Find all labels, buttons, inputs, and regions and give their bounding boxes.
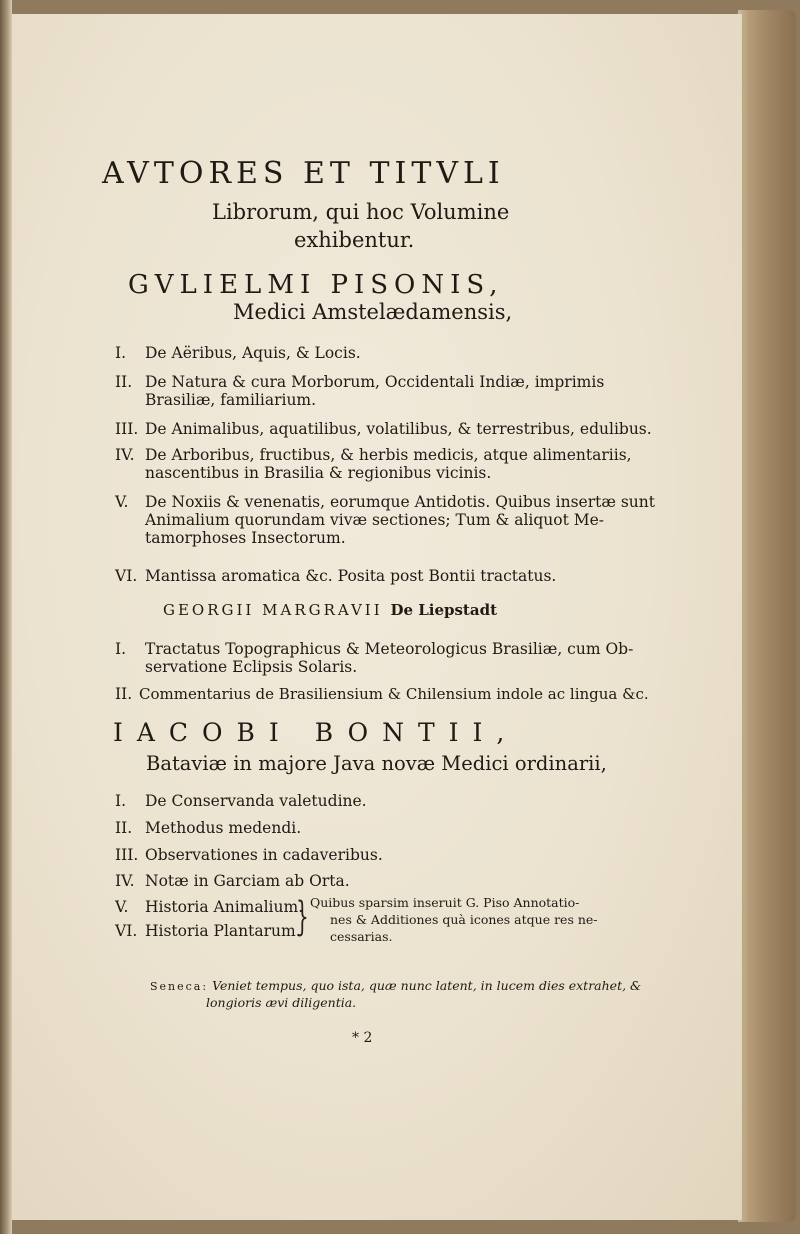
- list-item: II. De Natura & cura Morborum, Occidentali Indiæ, imprimis: [115, 373, 605, 391]
- signature-mark: * 2: [352, 1030, 373, 1046]
- list-item-continuation: Animalium quorundam vivæ sectiones; Tum & aliquot Me-: [145, 511, 605, 529]
- list-item: VI. Mantissa aromatica &c. Posita post Bontii tractatus.: [115, 567, 557, 585]
- list-item-continuation: servatione Eclipsis Solaris.: [145, 658, 358, 676]
- list-item: IV. Notæ in Garciam ab Orta.: [115, 872, 350, 890]
- book-gutter-left: [0, 0, 12, 1234]
- note-line: nes & Additiones quà icones atque res ne-: [330, 912, 598, 927]
- list-item: IV. De Arboribus, fructibus, & herbis medicis, atque alimentariis,: [115, 446, 632, 464]
- list-item: III. Observationes in cadaveribus.: [115, 846, 383, 864]
- closing-quote: Seneca: Veniet tempus, quo ista, quæ nunc latent, in lucem dies extrahet, &: [150, 978, 642, 993]
- quote-author: Seneca:: [150, 980, 209, 993]
- list-item: VI. Historia Plantarum.: [115, 922, 301, 940]
- author-margravius-name: GEORGII MARGRAVII De Liepstadt: [163, 601, 497, 619]
- author-bontius-name: IACOBI BONTII,: [113, 718, 519, 747]
- page-title: AVTORES ET TITVLI: [102, 156, 505, 191]
- list-item-continuation: nascentibus in Brasilia & regionibus vicinis.: [145, 464, 492, 482]
- author-bontius-subtitle: Bataviæ in majore Java novæ Medici ordinarii,: [146, 752, 607, 775]
- list-item: V. Historia Animalium.: [115, 898, 304, 916]
- note-line: cessarias.: [330, 929, 393, 944]
- author-piso-name: GVLIELMI PISONIS,: [128, 270, 504, 300]
- author-margravius-origin: De Liepstadt: [390, 601, 497, 619]
- list-item: I. De Conservanda valetudine.: [115, 792, 367, 810]
- book-edge-right: [738, 10, 796, 1222]
- list-item: II. Methodus medendi.: [115, 819, 302, 837]
- list-item-continuation: tamorphoses Insectorum.: [145, 529, 346, 547]
- author-piso-subtitle: Medici Amstelædamensis,: [233, 300, 513, 324]
- list-item: I. Tractatus Topographicus & Meteorologicus Brasiliæ, cum Ob-: [115, 640, 634, 658]
- list-item: I. De Aëribus, Aquis, & Locis.: [115, 344, 361, 362]
- list-item-continuation: Brasiliæ, familiarium.: [145, 391, 317, 409]
- page-subtitle-line2: exhibentur.: [294, 228, 415, 252]
- page-subtitle-line1: Librorum, qui hoc Volumine: [212, 200, 510, 224]
- list-item: II. Commentarius de Brasiliensium & Chilensium indole ac lingua &c.: [115, 685, 649, 703]
- brace-symbol: }: [296, 894, 309, 940]
- closing-quote-continuation: longioris ævi diligentia.: [206, 995, 357, 1010]
- note-line: Quibus sparsim inseruit G. Piso Annotatio-: [310, 895, 580, 910]
- list-item: III. De Animalibus, aquatilibus, volatilibus, & terrestribus, edulibus.: [115, 420, 652, 438]
- list-item: V. De Noxiis & venenatis, eorumque Antidotis. Quibus insertæ sunt: [115, 493, 655, 511]
